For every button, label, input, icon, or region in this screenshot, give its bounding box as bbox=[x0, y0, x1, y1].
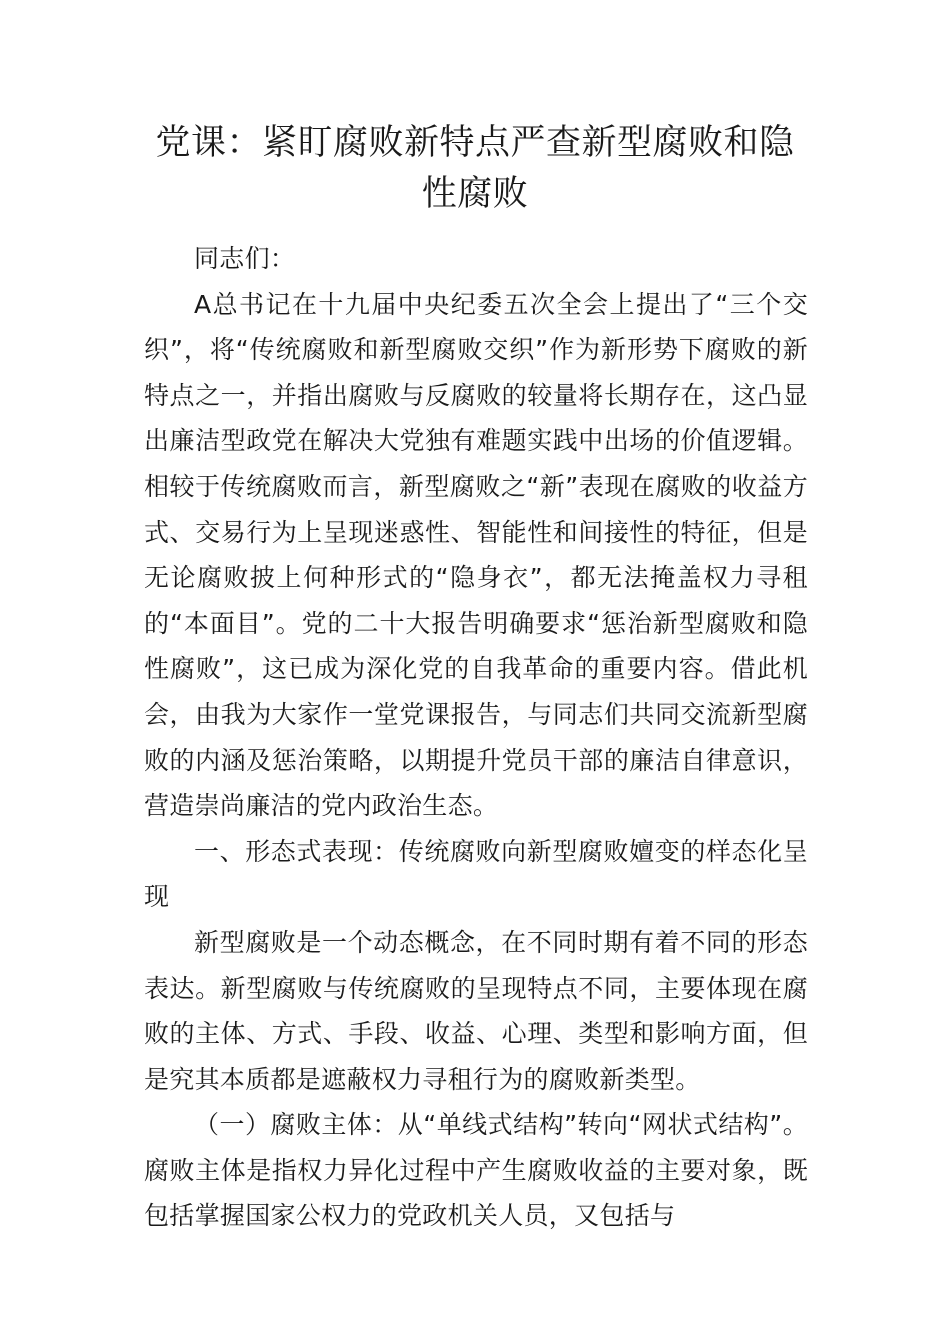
intro-paragraph: A总书记在十九届中央纪委五次全会上提出了“三个交织”，将“传统腐败和新型腐败交织”作为新形势下腐败的新特点之一，并指出腐败与反腐败的较量将长期存在，这凸显出廉洁型政党在解决大党独有难题实践中出场的价值逻辑。相较于传统腐败而言，新型腐败之“新”表现在腐败的收益方式、交易行为上呈现迷惑性、智能性和间接性的特征，但是无论腐败披上何种形式的“隐身衣”，都无法掩盖权力寻租的“本面目”。党的二十大报告明确要求“惩治新型腐败和隐性腐败”，这已成为深化党的自我革命的重要内容。借此机会，由我为大家作一堂党课报告，与同志们共同交流新型腐败的内涵及惩治策略，以期提升党员干部的廉洁自律意识，营造崇尚廉洁的党内政治生态。 bbox=[144, 289, 808, 821]
greeting-paragraph: 同志们： bbox=[194, 244, 296, 273]
document-body bbox=[144, 236, 808, 1239]
document-title: 党课：紧盯腐败新特点严查新型腐败和隐性腐败 bbox=[155, 123, 795, 214]
subsection-paragraph: （一）腐败主体：从“单线式结构”转向“网状式结构”。腐败主体是指权力异化过程中产生腐败收益的主要对象，既包括掌握国家公权力的党政机关人员，又包括与 bbox=[144, 1110, 808, 1231]
section-heading: 一、形态式表现：传统腐败向新型腐败嬗变的样态化呈现 bbox=[144, 836, 808, 912]
body-paragraph: 新型腐败是一个动态概念，在不同时期有着不同的形态表达。新型腐败与传统腐败的呈现特点不同，主要体现在腐败的主体、方式、手段、收益、心理、类型和影响方面，但是究其本质都是遮蔽权力寻租行为的腐败新类型。 bbox=[144, 927, 808, 1094]
